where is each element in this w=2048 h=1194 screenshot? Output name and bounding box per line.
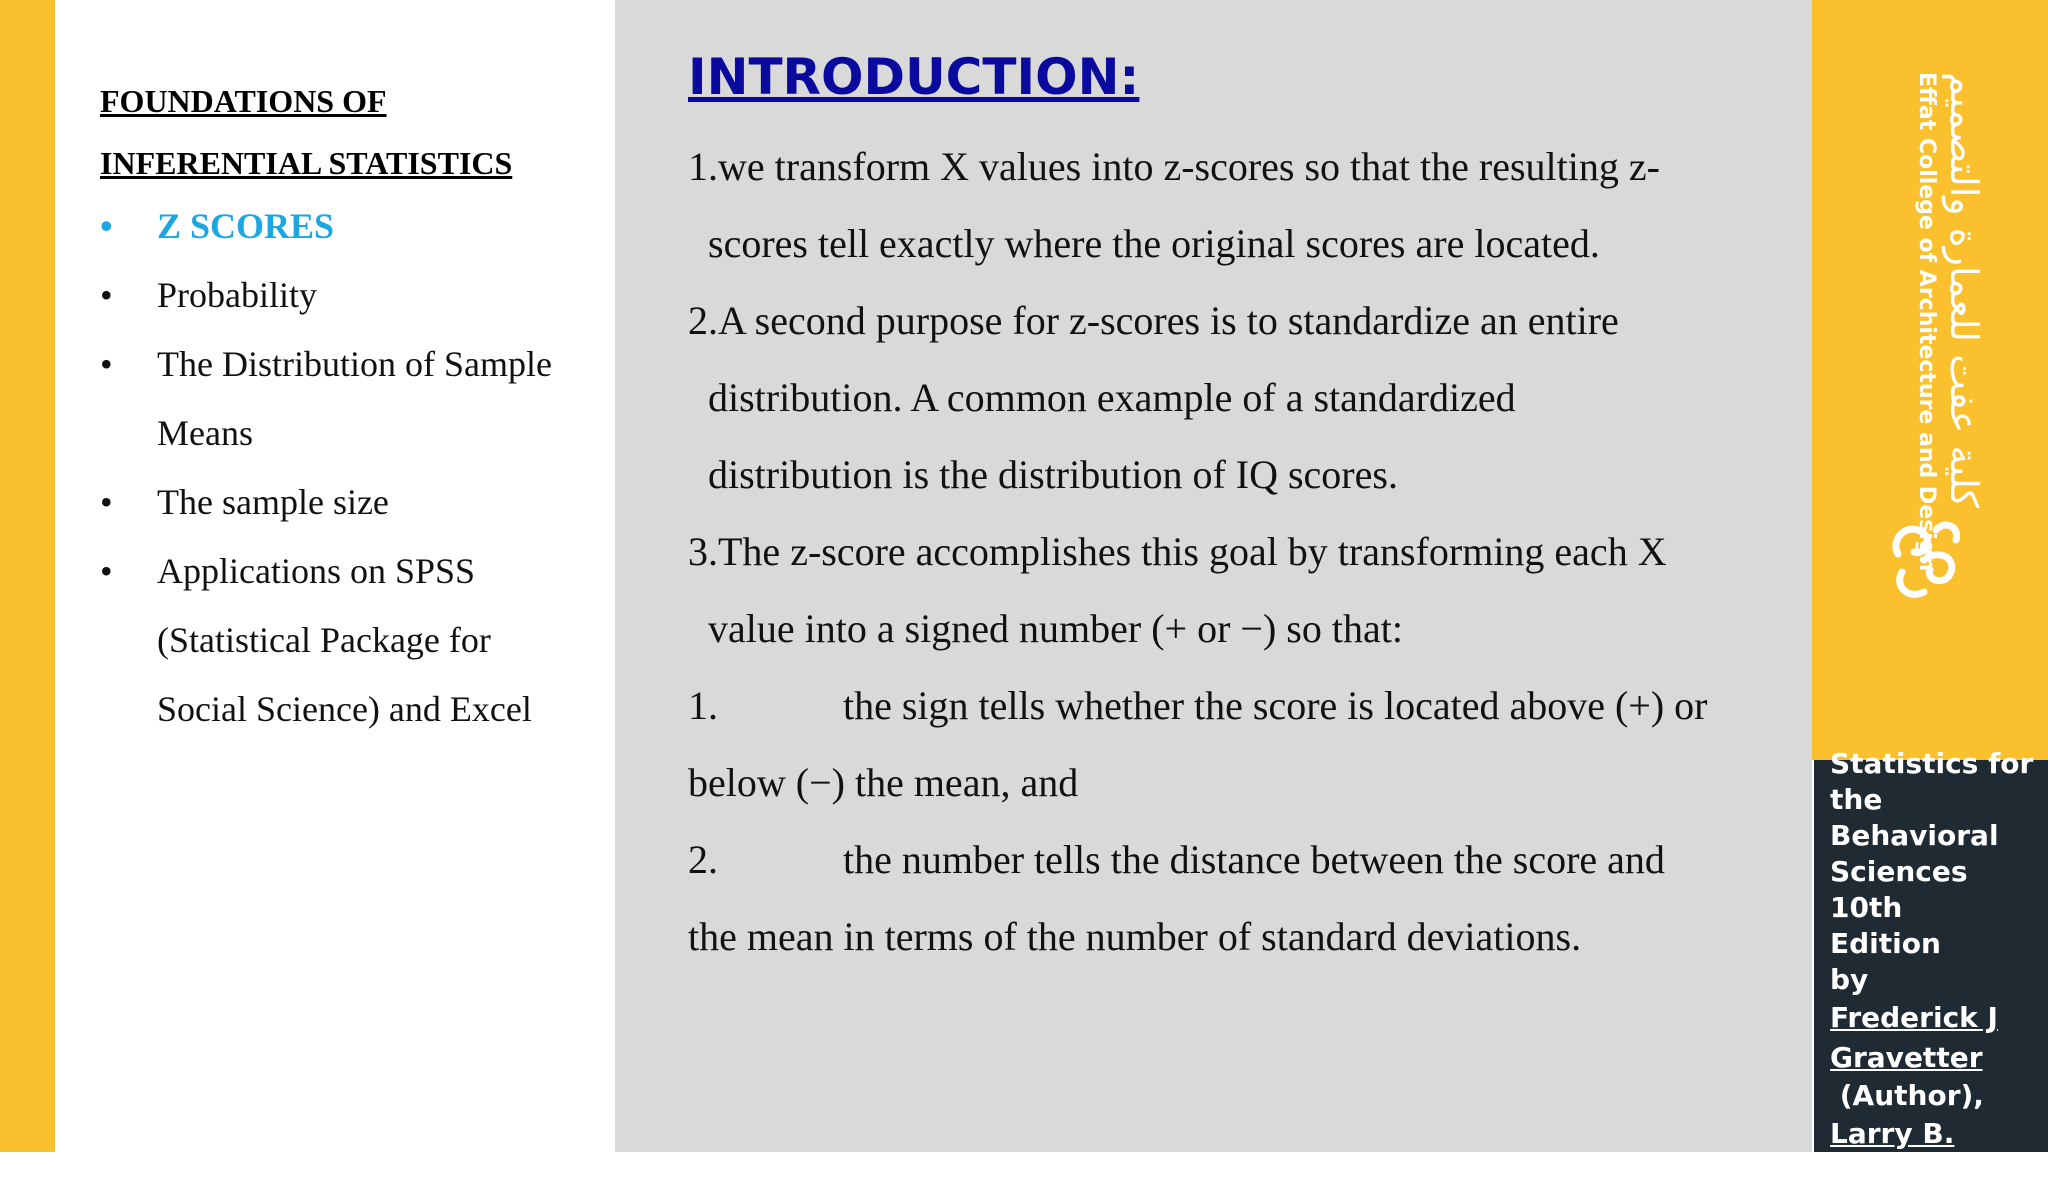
- bullet-icon: •: [100, 344, 113, 384]
- body-line: 2.A second purpose for z-scores is to standardize an entire: [688, 298, 1619, 343]
- nav-heading-line2: INFERENTIAL STATISTICS: [100, 145, 513, 181]
- nav-item-distribution-of-sample-means[interactable]: [100, 330, 600, 468]
- nav-item-sample-size[interactable]: [100, 468, 600, 537]
- nav-item-label: Applications on SPSS: [157, 551, 476, 591]
- bullet-icon: •: [100, 275, 113, 315]
- author-name-line: Larry B.: [1830, 1117, 1955, 1150]
- body-line: distribution is the distribution of IQ scores.: [708, 452, 1398, 497]
- bullet-icon: •: [100, 551, 113, 591]
- nav-list: [100, 192, 600, 744]
- sub-item-number: 2.: [688, 837, 718, 882]
- main-body: [688, 128, 1798, 975]
- nav-item-label: Probability: [157, 275, 317, 315]
- credit-line: Behavioral: [1830, 819, 1999, 852]
- sub-item-2-continuation: the mean in terms of the number of standard deviations.: [688, 914, 1582, 959]
- nav-item-probability[interactable]: [100, 261, 600, 330]
- page-title: INTRODUCTION:: [688, 48, 1140, 106]
- sub-item-2: [688, 821, 1798, 898]
- body-line: scores tell exactly where the original scores are located.: [708, 221, 1600, 266]
- sub-item-text: the sign tells whether the score is located above (+) or: [843, 683, 1708, 728]
- sub-item-1: [688, 667, 1798, 744]
- author-name-line: Wallnau: [1830, 1157, 1957, 1190]
- nav-item-label: The sample size: [157, 482, 389, 522]
- nav-item-label: Social Science) and Excel: [157, 689, 532, 729]
- nav-item-label: The Distribution of Sample: [157, 344, 552, 384]
- body-line: 3.The z-score accomplishes this goal by transforming each X: [688, 529, 1667, 574]
- nav-item-z-scores[interactable]: [100, 192, 600, 261]
- college-name-english: Effat College of Architecture and Design: [1914, 72, 1939, 572]
- sub-item-text: the number tells the distance between the score and: [843, 837, 1665, 882]
- nav-item-applications-spss[interactable]: [100, 537, 600, 744]
- left-accent-bar: [0, 0, 55, 1152]
- author-link-wallnau[interactable]: [1830, 1114, 2040, 1194]
- sub-item-number: 1.: [688, 683, 718, 728]
- author-name-line: Gravetter: [1830, 1041, 1983, 1074]
- book-credit-text: [1830, 746, 2040, 1194]
- sub-item-1-continuation: below (−) the mean, and: [688, 760, 1079, 805]
- nav-item-label: (Statistical Package for: [157, 620, 491, 660]
- author-role: (Author),: [1830, 1079, 1984, 1112]
- credit-line: the: [1830, 783, 1883, 816]
- college-logo-icon: [1884, 510, 1970, 604]
- credit-line: Edition: [1830, 927, 1941, 960]
- author-link-gravetter[interactable]: [1830, 998, 2040, 1078]
- bullet-icon: •: [100, 482, 113, 522]
- author-name-line: Frederick J: [1830, 1001, 1998, 1034]
- nav-heading-line1: FOUNDATIONS OF: [100, 83, 387, 119]
- body-line: value into a signed number (+ or −) so that:: [708, 606, 1403, 651]
- nav-item-label: Means: [157, 413, 253, 453]
- nav-heading: [100, 70, 580, 194]
- credit-line: by: [1830, 963, 1869, 996]
- body-line: 1.we transform X values into z-scores so that the resulting z-: [688, 144, 1660, 189]
- credit-line: Sciences 10th: [1830, 855, 1968, 924]
- bullet-icon: •: [100, 206, 113, 246]
- body-line: distribution. A common example of a standardized: [708, 375, 1516, 420]
- book-credit-box: [1814, 747, 2048, 1190]
- credit-line: Statistics for: [1830, 747, 2034, 780]
- college-name-arabic: كلية عفت للعمارة والتصميم: [1942, 72, 1986, 508]
- nav-item-label: Z SCORES: [157, 206, 335, 246]
